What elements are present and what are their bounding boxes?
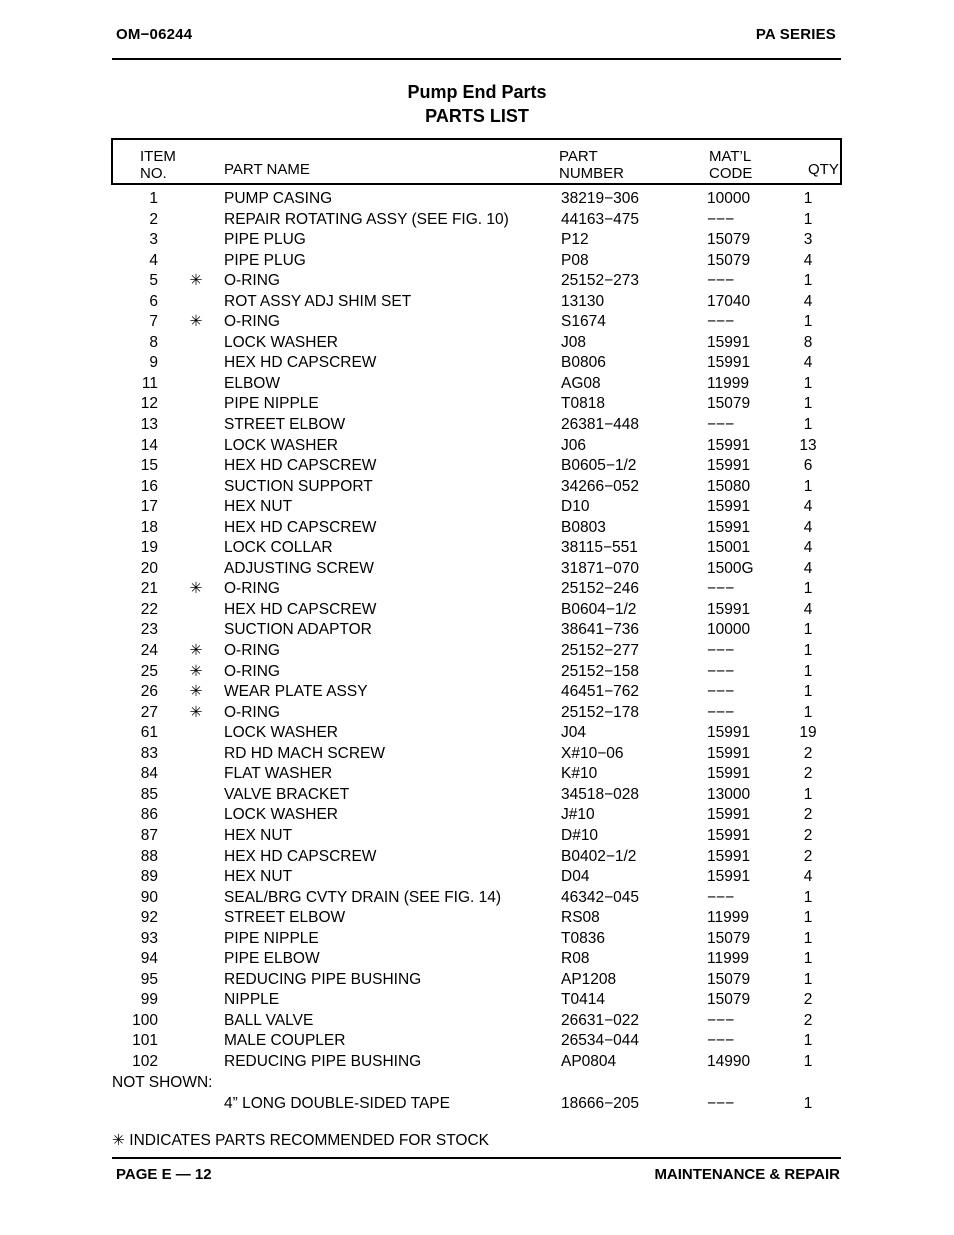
part-number: 25152−246 <box>561 580 640 598</box>
table-row <box>0 1052 954 1073</box>
stock-star-icon: ✳ <box>189 703 203 721</box>
material-code: 15991 <box>707 826 751 844</box>
item-number: 18 <box>140 518 158 536</box>
part-name: PIPE NIPPLE <box>224 929 319 947</box>
table-row <box>0 826 954 847</box>
item-number: 4 <box>149 251 158 269</box>
material-code: −−− <box>707 1032 735 1050</box>
material-code: 11999 <box>707 374 749 392</box>
col-part-label-2: NUMBER <box>559 165 625 182</box>
table-row <box>0 1094 954 1115</box>
part-name: ELBOW <box>224 374 280 392</box>
quantity: 1 <box>803 374 813 392</box>
part-name: REDUCING PIPE BUSHING <box>224 1052 422 1070</box>
material-code: 17040 <box>707 292 751 310</box>
table-row <box>0 929 954 950</box>
col-item-label-1: ITEM <box>140 148 176 165</box>
part-number: B0604−1/2 <box>561 600 637 618</box>
item-number: 2 <box>149 210 158 228</box>
table-row <box>0 662 954 683</box>
quantity: 3 <box>803 231 813 249</box>
item-number: 88 <box>140 847 158 865</box>
quantity: 1 <box>803 909 813 927</box>
material-code: 15079 <box>707 231 751 249</box>
part-name: ADJUSTING SCREW <box>224 559 374 577</box>
material-code: 15991 <box>707 868 751 886</box>
part-name: HEX HD CAPSCREW <box>224 847 377 865</box>
part-name: LOCK WASHER <box>224 724 338 742</box>
table-row <box>0 394 954 415</box>
quantity: 4 <box>803 868 813 886</box>
section-name: MAINTENANCE & REPAIR <box>654 1166 840 1183</box>
part-name: O-RING <box>224 272 280 290</box>
part-number: B0803 <box>561 518 606 536</box>
item-number: 16 <box>140 477 158 495</box>
part-number: P08 <box>561 251 589 269</box>
quantity: 4 <box>803 498 813 516</box>
item-number: 15 <box>140 457 158 475</box>
part-name: PIPE ELBOW <box>224 950 320 968</box>
quantity: 1 <box>803 1032 813 1050</box>
quantity: 1 <box>803 642 813 660</box>
material-code: 10000 <box>707 190 751 207</box>
quantity: 4 <box>803 600 813 618</box>
part-name: ROT ASSY ADJ SHIM SET <box>224 292 412 310</box>
part-name: STREET ELBOW <box>224 416 346 434</box>
col-mat-label-2: CODE <box>709 165 753 182</box>
page-title: Pump End Parts <box>407 82 547 102</box>
item-number: 94 <box>140 950 158 968</box>
material-code: −−− <box>707 703 735 721</box>
table-row <box>0 970 954 991</box>
material-code: −−− <box>707 416 735 434</box>
table-row <box>0 579 954 600</box>
part-name: LOCK WASHER <box>224 333 338 351</box>
quantity: 4 <box>803 354 813 372</box>
part-number: AG08 <box>561 374 601 392</box>
part-name: FLAT WASHER <box>224 765 333 783</box>
col-part-label-1: PART <box>559 148 598 165</box>
material-code: 15079 <box>707 991 751 1009</box>
material-code: −−− <box>707 1095 735 1112</box>
part-name: VALVE BRACKET <box>224 785 350 803</box>
table-row <box>0 908 954 929</box>
part-number: 46342−045 <box>561 888 640 906</box>
part-name: RD HD MACH SCREW <box>224 744 386 762</box>
part-name: O-RING <box>224 580 280 598</box>
material-code: 15991 <box>707 744 751 762</box>
quantity: 4 <box>803 292 813 310</box>
item-number: 23 <box>140 621 158 639</box>
part-name: 4” LONG DOUBLE-SIDED TAPE <box>224 1095 450 1112</box>
item-number: 100 <box>132 1011 158 1029</box>
quantity: 2 <box>803 847 813 865</box>
part-number: 31871−070 <box>561 559 640 577</box>
part-number: B0605−1/2 <box>561 457 637 475</box>
table-row <box>0 1031 954 1052</box>
material-code: −−− <box>707 313 735 331</box>
part-number: D04 <box>561 868 590 886</box>
item-number: 1 <box>149 190 158 207</box>
material-code: 10000 <box>707 621 751 639</box>
parts-table <box>0 189 954 1073</box>
quantity: 1 <box>803 683 813 701</box>
item-number: 13 <box>140 416 158 434</box>
header-rule <box>112 58 841 60</box>
material-code: 14990 <box>707 1052 751 1070</box>
material-code: −−− <box>707 642 735 660</box>
item-number: 6 <box>149 292 158 310</box>
stock-star-icon: ✳ <box>189 662 203 680</box>
table-row <box>0 518 954 539</box>
part-name: HEX NUT <box>224 826 293 844</box>
part-number: 44163−475 <box>561 210 640 228</box>
quantity: 1 <box>803 662 813 680</box>
quantity: 1 <box>803 416 813 434</box>
part-number: J04 <box>561 724 586 742</box>
item-number: 90 <box>140 888 158 906</box>
material-code: −−− <box>707 580 735 598</box>
item-number: 85 <box>140 785 158 803</box>
item-number: 26 <box>140 683 158 701</box>
part-number: 26381−448 <box>561 416 640 434</box>
material-code: 15991 <box>707 436 751 454</box>
item-number: 27 <box>140 703 158 721</box>
material-code: 15991 <box>707 724 751 742</box>
part-number: R08 <box>561 950 590 968</box>
table-row <box>0 703 954 724</box>
item-number: 92 <box>140 909 158 927</box>
part-number: RS08 <box>561 909 600 927</box>
item-number: 61 <box>140 724 158 742</box>
quantity: 4 <box>803 559 813 577</box>
part-number: 25152−158 <box>561 662 640 680</box>
part-name: HEX HD CAPSCREW <box>224 457 377 475</box>
material-code: 11999 <box>707 909 749 927</box>
table-row <box>0 764 954 785</box>
page-number: PAGE E — 12 <box>116 1166 212 1183</box>
quantity: 1 <box>803 1052 813 1070</box>
part-name: O-RING <box>224 703 280 721</box>
part-name: PUMP CASING <box>224 190 333 207</box>
table-row <box>0 271 954 292</box>
col-qty-label: QTY <box>808 161 839 178</box>
material-code: −−− <box>707 272 735 290</box>
part-name: O-RING <box>224 313 280 331</box>
table-row <box>0 867 954 888</box>
table-row <box>0 723 954 744</box>
table-row <box>0 230 954 251</box>
table-row <box>0 990 954 1011</box>
part-number: D10 <box>561 498 590 516</box>
item-number: 20 <box>140 559 158 577</box>
part-name: WEAR PLATE ASSY <box>224 683 368 701</box>
part-number: T0414 <box>561 991 605 1009</box>
col-mat-label-1: MAT’L <box>709 148 752 165</box>
part-number: X#10−06 <box>561 744 624 762</box>
quantity: 2 <box>803 744 813 762</box>
part-name: HEX HD CAPSCREW <box>224 600 377 618</box>
item-number: 93 <box>140 929 158 947</box>
col-item-label-2: NO. <box>140 165 167 182</box>
quantity: 1 <box>803 929 813 947</box>
stock-star-icon: ✳ <box>189 642 203 660</box>
part-name: STREET ELBOW <box>224 909 346 927</box>
quantity: 2 <box>803 765 813 783</box>
quantity: 1 <box>803 210 813 228</box>
material-code: −−− <box>707 1011 735 1029</box>
quantity: 1 <box>803 190 813 207</box>
material-code: 15991 <box>707 457 751 475</box>
table-row <box>0 415 954 436</box>
part-name: PIPE PLUG <box>224 231 306 249</box>
part-name: HEX HD CAPSCREW <box>224 518 377 536</box>
part-number: D#10 <box>561 826 599 844</box>
part-name: LOCK WASHER <box>224 806 338 824</box>
part-number: 38641−736 <box>561 621 640 639</box>
part-number: B0402−1/2 <box>561 847 637 865</box>
quantity: 4 <box>803 251 813 269</box>
part-name: MALE COUPLER <box>224 1032 346 1050</box>
quantity: 19 <box>799 724 817 742</box>
stock-footnote: ✳ INDICATES PARTS RECOMMENDED FOR STOCK <box>112 1132 489 1149</box>
item-number: 24 <box>140 642 158 660</box>
part-number: T0818 <box>561 395 605 413</box>
table-row <box>0 744 954 765</box>
table-row <box>0 333 954 354</box>
table-row <box>0 805 954 826</box>
stock-star-icon: ✳ <box>189 580 203 598</box>
material-code: 15991 <box>707 847 751 865</box>
stock-star-icon: ✳ <box>189 313 203 331</box>
item-number: 12 <box>140 395 158 413</box>
item-number: 7 <box>149 313 158 331</box>
item-number: 22 <box>140 600 158 618</box>
material-code: 15991 <box>707 333 751 351</box>
item-number: 5 <box>149 272 158 290</box>
part-name: BALL VALVE <box>224 1011 314 1029</box>
quantity: 1 <box>803 477 813 495</box>
part-name: NIPPLE <box>224 991 280 1009</box>
material-code: −−− <box>707 888 735 906</box>
quantity: 4 <box>803 518 813 536</box>
part-number: 25152−277 <box>561 642 640 660</box>
doc-number: OM−06244 <box>116 26 193 43</box>
part-number: 13130 <box>561 292 605 310</box>
part-number: 46451−762 <box>561 683 640 701</box>
material-code: 15079 <box>707 929 751 947</box>
item-number: 101 <box>132 1032 158 1050</box>
item-number: 99 <box>140 991 158 1009</box>
footer-rule <box>112 1157 841 1159</box>
table-row <box>0 600 954 621</box>
quantity: 1 <box>803 950 813 968</box>
table-row <box>0 353 954 374</box>
part-name: O-RING <box>224 662 280 680</box>
item-number: 83 <box>140 744 158 762</box>
quantity: 1 <box>803 970 813 988</box>
part-number: 38219−306 <box>561 190 640 207</box>
part-number: 18666−205 <box>561 1095 640 1112</box>
part-number: B0806 <box>561 354 606 372</box>
part-number: T0836 <box>561 929 605 947</box>
table-row <box>0 949 954 970</box>
table-row <box>0 682 954 703</box>
table-row <box>0 620 954 641</box>
quantity: 1 <box>803 621 813 639</box>
stock-star-icon: ✳ <box>189 272 203 290</box>
col-name-label: PART NAME <box>224 161 310 178</box>
part-number: J06 <box>561 436 586 454</box>
part-number: J08 <box>561 333 586 351</box>
column-header-box <box>111 138 842 185</box>
table-row <box>0 785 954 806</box>
part-name: REPAIR ROTATING ASSY (SEE FIG. 10) <box>224 210 509 228</box>
item-number: 21 <box>140 580 158 598</box>
part-name: HEX NUT <box>224 868 293 886</box>
item-number: 87 <box>140 826 158 844</box>
part-name: LOCK COLLAR <box>224 539 333 557</box>
part-number: AP1208 <box>561 970 617 988</box>
item-number: 84 <box>140 765 158 783</box>
quantity: 1 <box>803 703 813 721</box>
part-name: SUCTION SUPPORT <box>224 477 373 495</box>
not-shown-label: NOT SHOWN: <box>112 1074 213 1091</box>
series-name: PA SERIES <box>755 26 836 43</box>
quantity: 2 <box>803 826 813 844</box>
material-code: 15001 <box>707 539 751 557</box>
material-code: 15080 <box>707 477 751 495</box>
material-code: −−− <box>707 662 735 680</box>
part-number: K#10 <box>561 765 598 783</box>
part-number: J#10 <box>561 806 595 824</box>
table-row <box>0 1011 954 1032</box>
material-code: 15991 <box>707 765 751 783</box>
table-row <box>0 251 954 272</box>
part-number: 34266−052 <box>561 477 640 495</box>
table-row <box>0 374 954 395</box>
material-code: 15079 <box>707 970 751 988</box>
part-name: REDUCING PIPE BUSHING <box>224 970 422 988</box>
table-row <box>0 477 954 498</box>
part-number: 25152−178 <box>561 703 640 721</box>
material-code: 15991 <box>707 354 751 372</box>
item-number: 102 <box>132 1052 158 1070</box>
material-code: 11999 <box>707 950 749 968</box>
item-number: 9 <box>149 354 158 372</box>
material-code: 15079 <box>707 395 751 413</box>
quantity: 1 <box>803 1095 813 1112</box>
part-name: SEAL/BRG CVTY DRAIN (SEE FIG. 14) <box>224 888 502 906</box>
table-row <box>0 312 954 333</box>
table-row <box>0 497 954 518</box>
item-number: 86 <box>140 806 158 824</box>
part-number: 34518−028 <box>561 785 640 803</box>
part-name: PIPE PLUG <box>224 251 306 269</box>
quantity: 1 <box>803 395 813 413</box>
table-row <box>0 559 954 580</box>
part-number: 38115−551 <box>561 539 638 557</box>
table-row <box>0 189 954 210</box>
item-number: 8 <box>149 333 158 351</box>
quantity: 2 <box>803 806 813 824</box>
part-name: HEX HD CAPSCREW <box>224 354 377 372</box>
quantity: 8 <box>803 333 813 351</box>
table-row <box>0 847 954 868</box>
quantity: 13 <box>799 436 817 454</box>
table-row <box>0 210 954 231</box>
part-name: LOCK WASHER <box>224 436 338 454</box>
table-row <box>0 456 954 477</box>
part-number: S1674 <box>561 313 606 331</box>
part-name: SUCTION ADAPTOR <box>224 621 372 639</box>
table-row <box>0 888 954 909</box>
material-code: 15079 <box>707 251 751 269</box>
material-code: 1500G <box>707 559 754 577</box>
item-number: 14 <box>140 436 158 454</box>
quantity: 1 <box>803 785 813 803</box>
part-number: 26631−022 <box>561 1011 640 1029</box>
part-number: P12 <box>561 231 589 249</box>
table-row <box>0 538 954 559</box>
item-number: 25 <box>140 662 158 680</box>
part-number: 26534−044 <box>561 1032 640 1050</box>
material-code: 15991 <box>707 600 751 618</box>
table-row <box>0 436 954 457</box>
part-number: 25152−273 <box>561 272 640 290</box>
table-row <box>0 292 954 313</box>
item-number: 89 <box>140 868 158 886</box>
part-name: HEX NUT <box>224 498 293 516</box>
page-subtitle: PARTS LIST <box>425 106 529 126</box>
item-number: 95 <box>140 970 158 988</box>
material-code: −−− <box>707 210 735 228</box>
quantity: 4 <box>803 539 813 557</box>
item-number: 19 <box>140 539 158 557</box>
part-number: AP0804 <box>561 1052 617 1070</box>
part-name: PIPE NIPPLE <box>224 395 319 413</box>
material-code: 15991 <box>707 518 751 536</box>
quantity: 1 <box>803 272 813 290</box>
quantity: 2 <box>803 991 813 1009</box>
material-code: −−− <box>707 683 735 701</box>
item-number: 11 <box>141 374 158 392</box>
item-number: 17 <box>140 498 158 516</box>
quantity: 2 <box>803 1011 813 1029</box>
quantity: 1 <box>803 888 813 906</box>
quantity: 1 <box>803 313 813 331</box>
item-number: 3 <box>149 231 158 249</box>
stock-star-icon: ✳ <box>189 683 203 701</box>
quantity: 6 <box>803 457 813 475</box>
material-code: 15991 <box>707 806 751 824</box>
table-row <box>0 641 954 662</box>
material-code: 15991 <box>707 498 751 516</box>
material-code: 13000 <box>707 785 751 803</box>
not-shown-table <box>0 1094 954 1115</box>
quantity: 1 <box>803 580 813 598</box>
part-name: O-RING <box>224 642 280 660</box>
